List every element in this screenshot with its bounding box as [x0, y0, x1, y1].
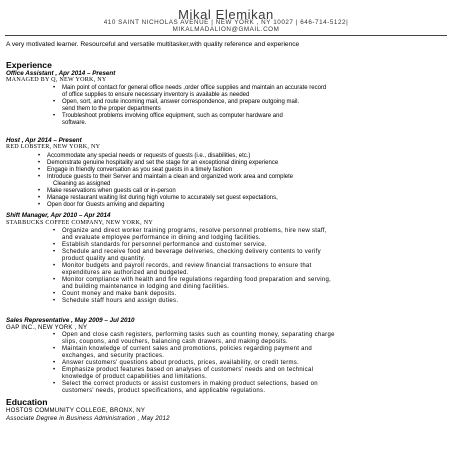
- bullet-icon: •: [53, 291, 56, 297]
- degree-line: Associate Degree in Business Administration , May 2012: [6, 415, 170, 422]
- list-item: send them to the proper departments: [62, 106, 161, 112]
- job-employer: RED LOBSTER, NEW YORK, NY: [6, 144, 101, 150]
- list-item: • Organize and direct worker training programs, resolve personnel problems, hire new staff,: [53, 228, 327, 234]
- list-item: • Manage restaurant waiting list during high volume to accurately set guest expectations,: [38, 195, 278, 201]
- list-item: • Engage in friendly conversation as you seat guests in a timely fashion: [38, 167, 233, 173]
- header-divider: [5, 35, 447, 36]
- list-item: expenditures are authorized and budgeted.: [62, 270, 189, 276]
- list-item: software.: [62, 120, 87, 126]
- list-item: • Open and close cash registers, performing tasks such as counting money, separating charge: [53, 332, 335, 338]
- list-item: • Make reservations when guests call or in-person: [38, 188, 176, 194]
- list-item: • Emphasize product features based on analyses of customers' needs and on technical: [53, 367, 314, 373]
- bullet-icon: •: [53, 85, 56, 91]
- job-duties-list: [38, 153, 294, 209]
- bullet-icon: •: [38, 153, 41, 159]
- list-item: • Monitor budgets and payroll records, and review financial transactions to ensure that: [53, 263, 312, 269]
- job-duties-list: [53, 228, 332, 305]
- list-item: • Answer customers' questions about products, prices, availability, or credit terms.: [53, 360, 300, 366]
- job-duties-list: [53, 332, 335, 395]
- bullet-icon: •: [38, 174, 41, 180]
- list-item: of office supplies to ensure necessary inventory is available as needed: [62, 92, 250, 98]
- list-item: • Troubleshoot problems involving office equipment, such as computer hardware and: [53, 113, 283, 119]
- list-item: • Monitor compliance with health and fire regulations regarding food preparation and serving,: [53, 277, 332, 283]
- list-item: slips, coupons, and vouchers, balancing cash drawers, and making deposits.: [62, 339, 288, 345]
- experience-heading: Experience: [6, 60, 52, 70]
- bullet-icon: •: [53, 263, 56, 269]
- bullet-icon: •: [38, 195, 41, 201]
- job-employer: STARBUCKS COFFEE COMPANY, NEW YORK, NY: [6, 220, 153, 226]
- job-employer: MANAGED BY Q, NEW YORK, NY: [6, 77, 107, 83]
- list-item: • Open, sort, and route incoming mail, answer correspondence, and prepare outgoing mail.: [53, 99, 300, 105]
- job-employer: GAP INC., NEW YORK , NY: [6, 324, 88, 331]
- list-item: customers' needs, product specifications, and applicable regulations.: [62, 388, 266, 394]
- resume-name: Mikal Elemikan: [178, 7, 274, 22]
- list-item: and building maintenance in lodging and dining facilities.: [62, 284, 230, 290]
- job-title: Office Assistant , Apr 2014 – Present: [6, 70, 116, 77]
- bullet-icon: •: [53, 360, 56, 366]
- education-heading: Education: [6, 397, 48, 407]
- job-title: Shift Manager, Apr 2010 – Apr 2014: [6, 212, 111, 219]
- list-item: • Introduce guests to their Server and maintain a clean and organized work area and complete: [38, 174, 294, 180]
- list-item: knowledge of product capabilities and limitations.: [62, 374, 208, 380]
- list-item: • Establish standards for personnel performance and customer service.: [53, 242, 267, 248]
- bullet-icon: •: [53, 249, 56, 255]
- bullet-icon: •: [38, 202, 41, 208]
- job-title: Sales Representative , May 2009 – Jul 2010: [6, 317, 135, 324]
- bullet-icon: •: [53, 277, 56, 283]
- bullet-icon: •: [53, 242, 56, 248]
- contact-address: 410 SAINT NICHOLAS AVENUE | NEW YORK , NY 10027 | 646-714-5122|: [103, 19, 349, 26]
- bullet-icon: •: [53, 381, 56, 387]
- bullet-icon: •: [53, 332, 56, 338]
- list-item: • Accommodate any special needs or requests of guests (i.e., disabilities, etc.): [38, 153, 251, 159]
- bullet-icon: •: [38, 160, 41, 166]
- list-item: • Schedule staff hours and assign duties.: [53, 298, 179, 304]
- job-duties-list: [53, 85, 327, 127]
- summary-text: A very motivated learner. Resourceful and versatile multitasker,with quality reference and experience: [6, 41, 300, 48]
- list-item: product quality and quantity.: [62, 256, 146, 262]
- list-item: • Count money and make bank deposits.: [53, 291, 177, 297]
- school-name: HOSTOS COMMUNITY COLLEGE, BRONX, NY: [6, 407, 146, 414]
- list-item: • Open door for Guests arriving and departing: [38, 202, 165, 208]
- job-title: Host , Apr 2014 – Present: [6, 137, 82, 144]
- list-item: • Demonstrate genuine hospitality and set the stage for an exceptional dining experience: [38, 160, 279, 166]
- bullet-icon: •: [53, 99, 56, 105]
- bullet-icon: •: [53, 298, 56, 304]
- bullet-icon: •: [38, 188, 41, 194]
- list-item: • Main point of contact for general office needs ,order office supplies and maintain an accurate record: [53, 85, 327, 91]
- bullet-icon: •: [53, 367, 56, 373]
- bullet-icon: •: [53, 346, 56, 352]
- list-item: • Select the correct products or assist customers in making product selections, based on: [53, 381, 318, 387]
- bullet-icon: •: [53, 228, 56, 234]
- list-item: • Maintain knowledge of current sales and promotions, policies regarding payment and: [53, 346, 313, 352]
- bullet-icon: •: [38, 167, 41, 173]
- bullet-icon: •: [53, 113, 56, 119]
- list-item: exchanges, and security practices.: [62, 353, 165, 359]
- list-item: and evaluate employee performance in dining and lodging facilities.: [62, 235, 261, 241]
- contact-email: MIKALMADALION@GMAIL.COM: [172, 26, 280, 33]
- list-item: • Schedule and receive food and beverage deliveries, checking delivery contents to verify: [53, 249, 321, 255]
- list-item: Cleaning as assigned: [53, 181, 111, 187]
